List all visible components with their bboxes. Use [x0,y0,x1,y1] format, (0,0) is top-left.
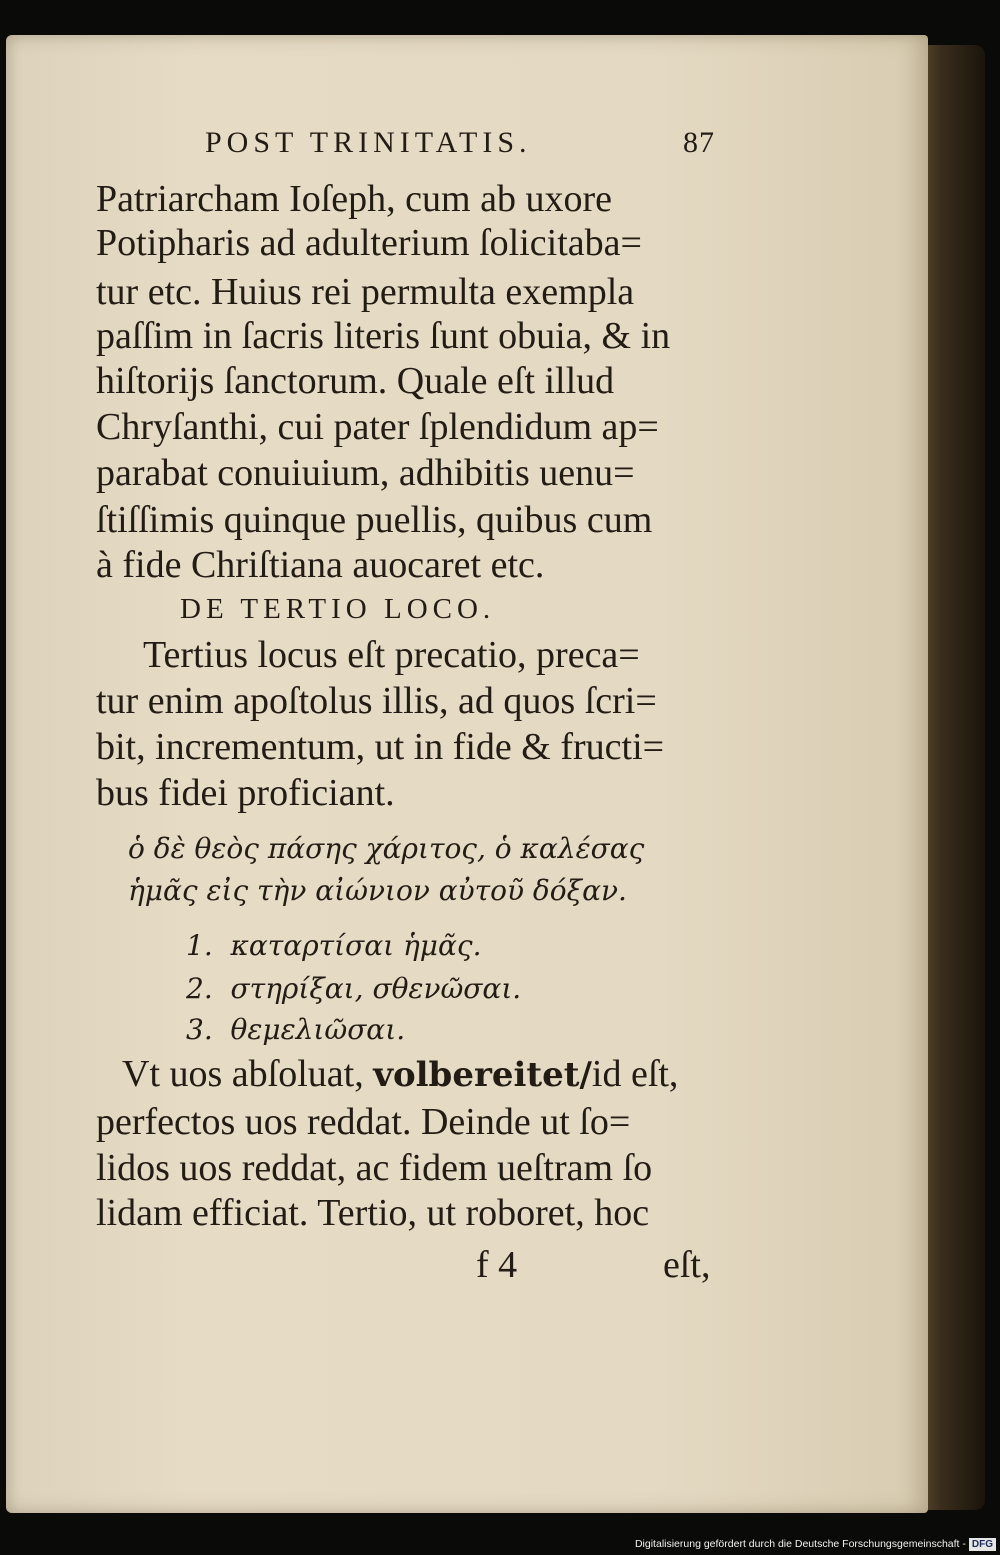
text-line: à fide Chriſtiana auocaret etc. [96,544,545,586]
text-line: paſſim in ſacris literis ſunt obuia, & in [96,315,671,357]
greek-list-item [186,927,482,965]
text-line: perfectos uos reddat. Deinde ut ſo= [96,1101,631,1143]
list-text: στηρίξαι, σθενῶσαι. [230,972,522,1005]
text-line: Chryſanthi, cui pater ſplendidum ap= [96,406,659,448]
latin-text: Vt uos abſoluat, [122,1053,374,1095]
list-number: 1. [186,929,213,962]
text-line: tur enim apoſtolus illis, ad quos ſcri= [96,680,657,722]
header-title: POST TRINITATIS. [205,126,532,159]
text-line: lidam efficiat. Tertio, ut roboret, hoc [96,1192,650,1234]
text-line: lidos uos reddat, ac fidem ueſtram ſo [96,1147,653,1189]
catchword: eſt, [663,1244,711,1286]
german-gloss: volbereitet/ [373,1055,592,1095]
text-line: ſtiſſimis quinque puellis, quibus cum [96,499,653,541]
greek-line: ὁ δὲ θεὸς πάσης χάριτος, ὁ καλέσας [128,832,645,865]
list-text: θεμελιῶσαι. [230,1013,406,1046]
latin-text: id eſt, [591,1053,679,1095]
greek-list-item [186,1011,405,1049]
list-text: καταρτίσαι ἡμᾶς. [230,929,482,962]
text-line [122,1052,728,1097]
text-line: parabat conuiuium, adhibitis uenu= [96,452,635,494]
section-heading: DE TERTIO LOCO. [180,593,496,625]
signature-mark: f 4 [476,1244,518,1286]
credit-text: Digitalisierung gefördert durch die Deutsche Forschungsgemeinschaft - [634,1538,966,1550]
list-number: 2. [186,972,213,1005]
running-header [205,126,745,166]
dfg-logo: DFG [969,1538,996,1551]
text-line: hiſtorijs ſanctorum. Quale eſt illud [96,360,615,402]
text-line: tur etc. Huius rei permulta exempla [96,271,635,313]
text-line: bus fidei proficiant. [96,772,395,814]
text-line: bit, incrementum, ut in fide & fructi= [96,726,665,768]
page-number: 87 [683,126,715,159]
text-line: Patriarcham Ioſeph, cum ab uxore [96,178,612,220]
list-number: 3. [186,1013,213,1046]
text-line: Potipharis ad adulterium ſolicitaba= [96,222,642,264]
greek-list-item [186,970,521,1008]
greek-line: ἡμᾶς εἰς τὴν αἰώνιον αὐτοῦ δόξαν. [128,874,627,907]
digitization-credit [611,1538,996,1552]
text-line: Tertius locus eſt precatio, preca= [143,634,640,676]
